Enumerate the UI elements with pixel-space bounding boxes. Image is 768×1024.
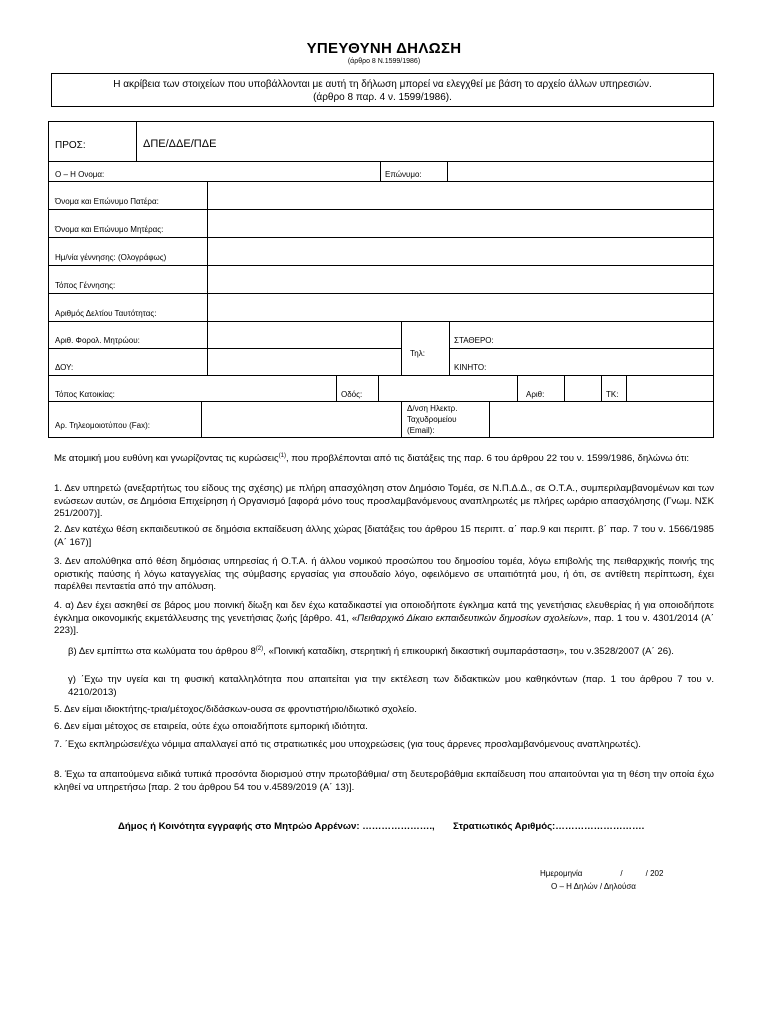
postal-field[interactable] [627, 376, 712, 401]
doy-field[interactable] [208, 349, 401, 375]
to-label: ΠΡΟΣ: [55, 140, 86, 151]
landline-field[interactable] [509, 322, 712, 348]
page-title: ΥΠΕΥΘΥΝΗ ΔΗΛΩΣΗ [306, 40, 462, 57]
date-line[interactable] [540, 869, 663, 878]
signer-label: Ο – Η Δηλών / Δηλούσα [551, 882, 636, 891]
number-label: Αριθ: [526, 390, 545, 399]
residence-field[interactable] [208, 376, 336, 401]
date-slash-2: / 202 [645, 869, 664, 878]
landline-label: ΣΤΑΘΕΡΟ: [454, 336, 494, 345]
phone-label: Τηλ: [410, 349, 425, 358]
email-field[interactable] [490, 402, 712, 437]
mobile-label: ΚΙΝΗΤΟ: [454, 363, 487, 372]
afm-field[interactable] [208, 322, 401, 348]
mother-field[interactable] [208, 210, 712, 237]
father-label: Όνομα και Επώνυμο Πατέρα: [55, 197, 159, 206]
registry-line[interactable]: Δήμος ή Κοινότητα εγγραφής στο Μητρώο Αρρένων: …………………., [118, 821, 435, 832]
street-label: Οδός: [341, 390, 363, 399]
name-label: Ο – Η Ονομα: [55, 170, 105, 179]
id-label: Αριθμός Δελτίου Ταυτότητας: [55, 309, 157, 318]
notice-line-1: Η ακρίβεια των στοιχείων που υποβάλλονται με αυτή τη δήλωση μπορεί να ελεγχθεί με βάση το αρχείο άλλων υπηρεσιών. [113, 79, 652, 90]
declaration-item-4b: β) Δεν εμπίπτω στα κωλύματα του άρθρου 8$^{(2)}$, «Ποινική καταδίκη, στερητική ή επικουρική δικαστική συμπαράσταση», του ν.3528/2007 (Α΄ 26). [68, 646, 674, 658]
name-field[interactable] [137, 162, 380, 181]
dob-field[interactable] [208, 238, 712, 265]
email-label-line-3: (Email): [407, 426, 435, 435]
fax-field[interactable] [202, 402, 401, 437]
declaration-form [48, 121, 714, 438]
date-slash-1: / [620, 869, 623, 878]
declaration-item-4c: γ) ΄Εχω την υγεία και τη φυσική καταλληλότητα που απαιτείται για την εκτέλεση των διδακτικών μου καθηκόντων (παρ. 1 του άρθρου 7 του ν. 4210/2013) [68, 674, 714, 698]
birthplace-field[interactable] [208, 266, 712, 293]
declaration-item-8: 8. Έχω τα απαιτούμενα ειδικά τυπικά προσόντα διορισμού στην πρωτοβάθμια/ στη δευτεροβάθμια εκπαίδευση που απαιτούνται για τη θέση την οποία έχω κληθεί να υπηρετήσω [παρ. 2 του άρθρου 54 του ν.4589/2019 (Α΄ 13)]. [54, 769, 714, 793]
birthplace-label: Τόπος Γέννησης: [55, 281, 116, 290]
afm-label: Αριθ. Φορολ. Μητρώου: [55, 336, 140, 345]
id-field[interactable] [208, 294, 712, 321]
number-field[interactable] [565, 376, 601, 401]
postal-label: ΤΚ: [606, 390, 619, 399]
email-label-line-2: Ταχυδρομείου [407, 415, 457, 424]
mobile-field[interactable] [509, 349, 712, 375]
date-label: Ημερομηνία [540, 869, 583, 878]
declaration-intro: Με ατομική μου ευθύνη και γνωρίζοντας τις κυρώσεις$^{(1)}$, που προβλέπονται από τις διατάξεις της παρ. 6 του άρθρου 22 του ν. 1599/1986, δηλώνω ότι: [54, 453, 690, 465]
to-value[interactable]: ΔΠΕ/ΔΔΕ/ΠΔΕ [143, 138, 217, 150]
residence-label: Τόπος Κατοικίας: [55, 390, 115, 399]
street-field[interactable] [379, 376, 517, 401]
declaration-item-4a: 4. α) Δεν έχει ασκηθεί σε βάρος μου ποινική δίωξη και δεν έχω καταδικαστεί για οποιοδήποτε έγκλημα κατά της γενετήσιας ελευθερίας ή για οποιοδήποτε έγκλημα οικονομικής εκμετάλλευσης της γενετήσιας ζωής [άρθρο. 41, «Πειθαρχικό Δίκαιο εκπαιδευτικών δημοσίων σχολείων», παρ. 1 του ν. 4301/2014 (Α΄ 223)]. [54, 600, 714, 637]
surname-field[interactable] [448, 162, 712, 181]
declaration-item-5: 5. Δεν είμαι ιδιοκτήτης-τρια/μέτοχος/διδάσκων-ουσα σε φροντιστήριο/ιδιωτικό σχολείο. [54, 704, 417, 715]
declaration-item-1: 1. Δεν υπηρετώ (ανεξαρτήτως του είδους της σχέσης) με πλήρη απασχόληση στον Δημόσιο Τομέα, σε Ν.Π.Δ.Δ., σε Ο.Τ.Α., συμπεριλαμβανομένων και των ενώσεων αυτών, σε Δημόσια Επιχείρηση ή Οργανισμό [αφορά μόνο τους προσλαμβανόμενους αναπληρωτές με πλήρες ωράριο απασχόλησης (Γνωμ. ΝΣΚ 251/2007)]. [54, 483, 714, 520]
declaration-item-3: 3. Δεν απολύθηκα από θέση δημόσιας υπηρεσίας ή Ο.Τ.Α. ή άλλου νομικού προσώπου του δημοσίου τομέα, λόγω επιβολής της πειθαρχικής ποινής της οριστικής παύσης ή λόγω καταγγελίας της σύμβασης εργασίας για σπουδαίο λόγο, οφειλόμενο σε υπαιτιότητά μου, ή ότι, σε αντίθετη περίπτωση, έχει παρέλθει πενταετία από την απόλυση. [54, 556, 714, 593]
declaration-item-7: 7. ΄Εχω εκπληρώσει/έχω νόμιμα απαλλαγεί από τις στρατιωτικές μου υποχρεώσεις (για τους άρρενες προσλαμβανόμενους αναπληρωτές). [54, 739, 641, 750]
notice-line-2: (άρθρο 8 παρ. 4 ν. 1599/1986). [313, 92, 452, 103]
fax-label: Αρ. Τηλεομοιοτύπου (Fax): [55, 421, 150, 430]
declaration-item-2: 2. Δεν κατέχω θέση εκπαιδευτικού σε δημόσια εκπαίδευση άλλης χώρας [διατάξεις του άρθρου 15 περιπτ. α΄ παρ.9 και περιπτ. β΄ παρ. 7 του ν. 1566/1985 (Α΄ 167)] [54, 524, 714, 548]
doy-label: ΔΟΥ: [55, 363, 74, 372]
mother-label: Όνομα και Επώνυμο Μητέρας: [55, 225, 164, 234]
email-label-line-1: Δ/νση Ηλεκτρ. [407, 404, 458, 413]
declaration-item-6: 6. Δεν είμαι μέτοχος σε εταιρεία, ούτε έχω οποιαδήποτε εμπορική ιδιότητα. [54, 721, 368, 732]
notice-box [51, 73, 714, 107]
dob-label: Ημ/νία γέννησης: (Ολογράφως) [55, 253, 167, 262]
surname-label: Επώνυμο: [385, 170, 422, 179]
page-subtitle: (άρθρο 8 Ν.1599/1986) [347, 58, 421, 65]
military-number-line[interactable]: Στρατιωτικός Αριθμός:………………………. [453, 821, 645, 832]
email-label [407, 403, 457, 436]
father-field[interactable] [208, 182, 712, 209]
